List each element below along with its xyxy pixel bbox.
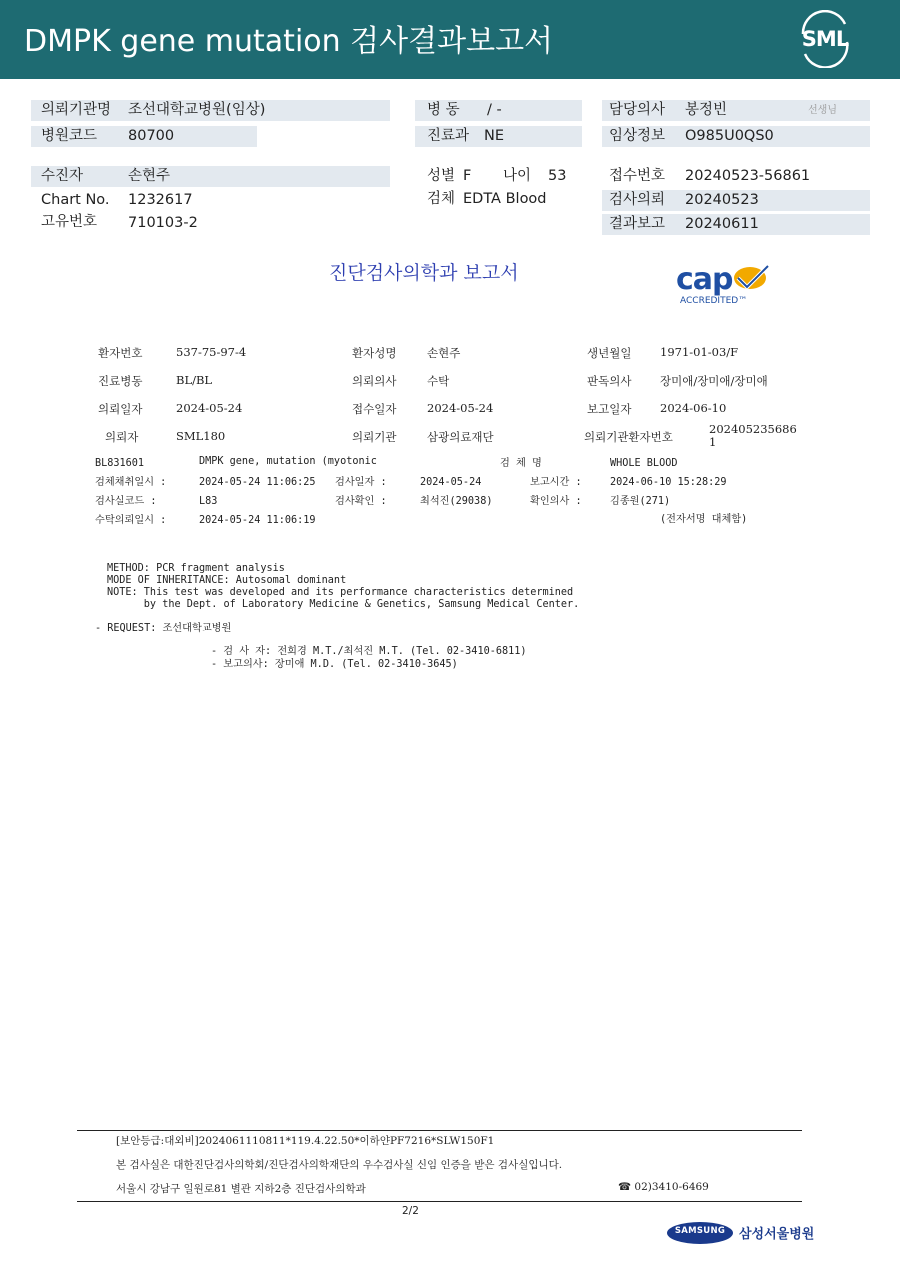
confirm-value: 최석진(29038) bbox=[420, 496, 493, 507]
report-time-label: 보고시간 : bbox=[530, 477, 582, 488]
confirm-label: 검사확인 : bbox=[335, 496, 387, 507]
security-line: [보안등급:대외비]2024061110811*119.4.22.50*이하얀PF7216*SLW150F1 bbox=[116, 1135, 495, 1147]
patient-label: 수진자 bbox=[41, 168, 84, 184]
unique-no-value: 710103-2 bbox=[128, 215, 198, 231]
clinical-info-label: 임상정보 bbox=[609, 128, 666, 144]
address-line: 서울시 강남구 일원로81 별관 지하2층 진단검사의학과 bbox=[116, 1183, 366, 1195]
req-org-label: 의뢰기관 bbox=[352, 430, 397, 444]
cap-logo-word: cap bbox=[676, 262, 733, 297]
patient-box bbox=[31, 166, 390, 187]
reading-doctor-value: 장미애/장미애/장미애 bbox=[660, 374, 768, 388]
report-ward-label: 진료병동 bbox=[98, 374, 143, 388]
specimen-name-label: 검 체 명 bbox=[500, 458, 542, 469]
lab-code-value: L83 bbox=[199, 496, 218, 507]
referring-org-label: 의뢰기관명 bbox=[41, 102, 112, 118]
chart-no-label: Chart No. bbox=[41, 192, 110, 208]
patient-name-label: 환자성명 bbox=[352, 346, 397, 360]
receipt-date-value: 2024-05-24 bbox=[427, 401, 494, 415]
requester-label: 의뢰자 bbox=[105, 430, 139, 444]
footer-rule-bottom bbox=[77, 1201, 802, 1202]
req-org-patient-no-line1: 202405235686 bbox=[709, 422, 797, 436]
cap-checkmark-icon bbox=[728, 264, 774, 296]
report-date-value: 2024-06-10 bbox=[660, 401, 727, 415]
result-date-value: 20240611 bbox=[685, 216, 759, 232]
patient-value: 손현주 bbox=[128, 168, 171, 184]
cap-accredited-logo bbox=[672, 262, 782, 312]
dept-label: 진료과 bbox=[427, 128, 470, 144]
unique-no-label: 고유번호 bbox=[41, 214, 98, 230]
dept-value: NE bbox=[484, 128, 505, 144]
method-line-4: by the Dept. of Laboratory Medicine & Genetics, Samsung Medical Center. bbox=[107, 599, 580, 610]
sex-value: F bbox=[463, 168, 472, 184]
contact-line-1: - 검 사 자: 전희경 M.T./최석진 M.T. (Tel. 02-3410-6811) bbox=[211, 646, 527, 657]
age-value: 53 bbox=[548, 168, 567, 184]
confirm-doctor-value: 김종원(271) bbox=[610, 496, 671, 507]
patient-no-value: 537-75-97-4 bbox=[176, 345, 247, 359]
req-date-value: 2024-05-24 bbox=[176, 401, 243, 415]
esign-note: (전자서명 대체함) bbox=[660, 514, 748, 525]
req-date-label: 의뢰일자 bbox=[98, 402, 143, 416]
lab-code-label: 검사실코드 : bbox=[95, 496, 157, 507]
request-date-value: 20240523 bbox=[685, 192, 759, 208]
lab-report-title: 진단검사의학과 보고서 bbox=[329, 262, 519, 284]
birth-label: 생년월일 bbox=[587, 346, 632, 360]
cap-accredited-text: ACCREDITED™ bbox=[680, 296, 748, 306]
patient-name-value: 손현주 bbox=[427, 346, 461, 360]
confirm-doctor-label: 확인의사 : bbox=[530, 496, 582, 507]
reading-doctor-label: 판독의사 bbox=[587, 374, 632, 388]
report-time-value: 2024-06-10 15:28:29 bbox=[610, 477, 727, 488]
collect-label: 검체채취일시 : bbox=[95, 477, 167, 488]
specimen-name-value: WHOLE BLOOD bbox=[610, 458, 678, 469]
report-ward-value: BL/BL bbox=[176, 373, 213, 387]
method-line-1: METHOD: PCR fragment analysis bbox=[107, 563, 285, 574]
chart-no-value: 1232617 bbox=[128, 192, 193, 208]
doctor-label: 담당의사 bbox=[609, 102, 666, 118]
sml-logo-text: SML bbox=[801, 27, 849, 51]
specimen-value: EDTA Blood bbox=[463, 191, 547, 207]
method-line-2: MODE OF INHERITANCE: Autosomal dominant bbox=[107, 575, 347, 586]
collect-value: 2024-05-24 11:06:25 bbox=[199, 477, 316, 488]
report-header bbox=[0, 0, 900, 79]
test-date-value: 2024-05-24 bbox=[420, 477, 482, 488]
req-doctor-label: 의뢰의사 bbox=[352, 374, 397, 388]
receipt-no-label: 접수번호 bbox=[609, 168, 666, 184]
patient-no-label: 환자번호 bbox=[98, 346, 143, 360]
report-date-label: 보고일자 bbox=[587, 402, 632, 416]
requester-value: SML180 bbox=[176, 429, 226, 443]
request-date-label: 검사의뢰 bbox=[609, 192, 666, 208]
consign-value: 2024-05-24 11:06:19 bbox=[199, 515, 316, 526]
request-line: - REQUEST: 조선대학교병원 bbox=[95, 623, 232, 634]
test-date-label: 검사일자 : bbox=[335, 477, 387, 488]
ward-label: 병 동 bbox=[427, 102, 460, 118]
doctor-value: 봉정빈 bbox=[685, 102, 728, 118]
clinical-info-value: O985U0QS0 bbox=[685, 128, 774, 144]
report-title: DMPK gene mutation 검사결과보고서 bbox=[24, 24, 554, 59]
hospital-code-label: 병원코드 bbox=[41, 128, 98, 144]
doctor-suffix: 선생님 bbox=[808, 105, 837, 116]
req-org-patient-no-line2: 1 bbox=[709, 435, 717, 449]
referring-org-value: 조선대학교병원(임상) bbox=[128, 102, 266, 118]
ward-value: / - bbox=[487, 102, 502, 118]
test-name: DMPK gene, mutation (myotonic bbox=[199, 456, 377, 467]
birth-value: 1971-01-03/F bbox=[660, 345, 739, 359]
certification-line: 본 검사실은 대한진단검사의학회/진단검사의학재단의 우수검사실 신임 인증을 받은 검사실입니다. bbox=[116, 1159, 563, 1171]
contact-line-2: - 보고의사: 장미애 M.D. (Tel. 02-3410-3645) bbox=[211, 659, 458, 670]
receipt-date-label: 접수일자 bbox=[352, 402, 397, 416]
consign-label: 수탁의뢰일시 : bbox=[95, 515, 167, 526]
result-date-label: 결과보고 bbox=[609, 216, 666, 232]
phone-line: ☎ 02)3410-6469 bbox=[618, 1181, 709, 1193]
samsung-logo-text: SAMSUNG bbox=[674, 1226, 726, 1236]
req-org-value: 삼광의료재단 bbox=[427, 430, 494, 444]
test-code: BL831601 bbox=[95, 458, 145, 469]
req-doctor-value: 수탁 bbox=[427, 374, 450, 388]
sex-label: 성별 bbox=[427, 168, 456, 184]
age-label: 나이 bbox=[503, 168, 532, 184]
page-number: 2/2 bbox=[402, 1205, 419, 1217]
req-org-patient-no-label: 의뢰기관환자번호 bbox=[584, 430, 673, 444]
method-line-3: NOTE: This test was developed and its performance characteristics determined bbox=[107, 587, 574, 598]
footer-rule-top bbox=[77, 1130, 802, 1131]
sml-logo bbox=[795, 10, 855, 68]
hospital-code-value: 80700 bbox=[128, 128, 175, 144]
receipt-no-value: 20240523-56861 bbox=[685, 168, 811, 184]
samsung-hospital-name: 삼성서울병원 bbox=[739, 1227, 815, 1242]
specimen-label: 검체 bbox=[427, 191, 456, 207]
